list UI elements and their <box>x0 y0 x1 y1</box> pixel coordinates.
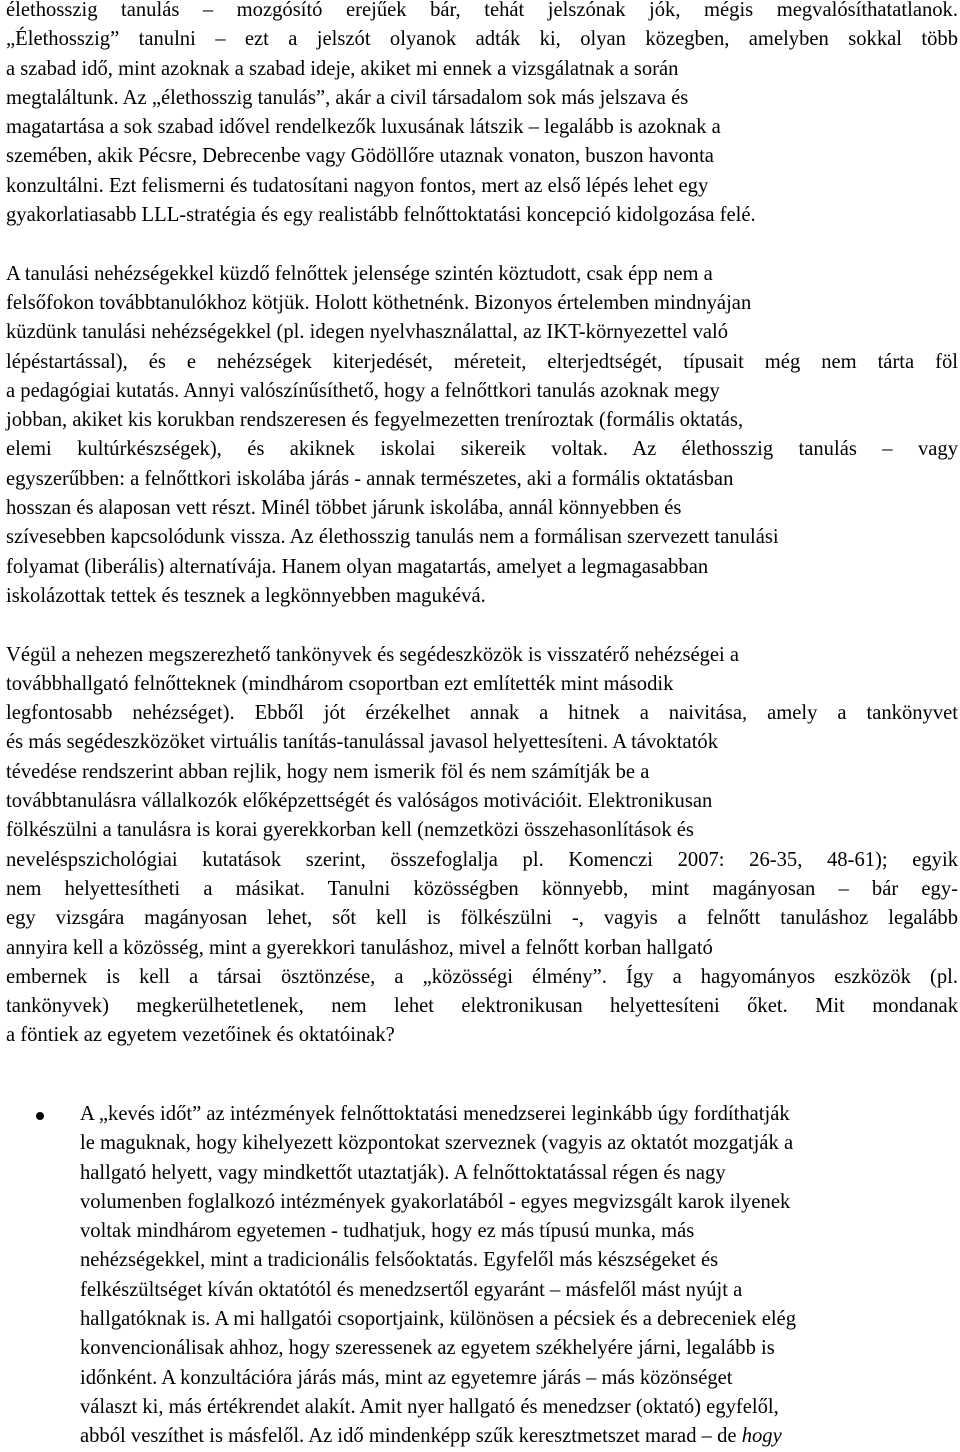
bullet-list-item <box>6 1100 958 1452</box>
text-line: konzultálni. Ezt felismerni és tudatosítani nagyon fontos, mert az első lépés lehet egy <box>6 174 709 197</box>
paragraph-gap <box>6 611 958 640</box>
list-spacing <box>6 1080 958 1100</box>
bullet-icon <box>36 1112 44 1120</box>
text-line: a pedagógiai kutatás. Annyi valószínűsíthető, hogy a felnőttkori tanulás azoknak megy <box>6 379 720 402</box>
text-line: szívesebben kapcsolódunk vissza. Az élethosszig tanulás nem a formálisan szervezett tanulási <box>6 526 779 549</box>
text-line: hallgatóknak is. A mi hallgatói csoportjaink, különösen a pécsiek és a debreceniek elég <box>80 1308 796 1331</box>
text-line: jobban, akiket kis korukban rendszeresen és fegyelmezetten treníroztak (formális oktatás, <box>6 409 744 432</box>
text-line: egyszerűbben: a felnőttkori iskolába járás - annak természetes, aki a formális oktatásban <box>6 467 734 490</box>
text-line: neveléspszichológiai kutatások szerint, összefoglalja pl. Komenczi 2007: 26-35, 48-61); egyik <box>6 848 958 871</box>
text-line: nehézségekkel, mint a tradicionális felsőoktatás. Egyfelől más készségeket és <box>80 1249 719 1272</box>
text-line: hosszan és alaposan vett részt. Minél többet járunk iskolába, annál könnyebben és <box>6 497 682 520</box>
text-line: egy vizsgára magányosan lehet, sőt kell is fölkészülni -, vagyis a felnőtt tanuláshoz legalább <box>6 907 958 930</box>
text-line: „Élethosszig” tanulni – ezt a jelszót olyanok adták ki, olyan közegben, amelyben sokkal több <box>6 28 958 51</box>
text-line: a szabad idő, mint azoknak a szabad ideje, akiket mi ennek a vizsgálatnak a során <box>6 57 679 80</box>
text-line: fölkészülni a tanulásra is korai gyerekkorban kell (nemzetközi összehasonlítások és <box>6 819 694 842</box>
paragraph-lifelong-learning <box>6 0 958 230</box>
text-line: továbbtanulásra vállalkozók előképzettségét és valóságos motivációit. Elektronikusan <box>6 790 713 813</box>
text-line: le maguknak, hogy kihelyezett központokat szerveznek (vagyis az oktatót mozgatják a <box>80 1132 794 1155</box>
text-line: embernek is kell a társai ösztönzése, a „közösségi élmény”. Így a hagyományos eszközök (pl. <box>6 965 958 988</box>
text-line: A „kevés időt” az intézmények felnőttoktatási menedzserei leginkább úgy fordíthatják <box>80 1102 790 1125</box>
text-line: legfontosabb nehézséget). Ebből jót érzékelhet annak a hitnek a naivitása, amely a tankönyvet <box>6 702 958 725</box>
text-line: magatartása a sok szabad idővel rendelkezők luxusának látszik – legalább is azoknak a <box>6 116 721 139</box>
text-line: folyamat (liberális) alternatívája. Hanem olyan magatartás, amelyet a legmagasabban <box>6 555 709 578</box>
last-line-italic: hogy <box>741 1425 782 1448</box>
text-line: felkészültséget kíván oktatótól és menedzsertől egyaránt – másfelől mást nyújt a <box>80 1278 743 1301</box>
text-line: iskolázottak tettek és tesznek a legkönnyebben magukévá. <box>6 584 486 607</box>
text-line: A tanulási nehézségekkel küzdő felnőttek jelensége szintén köztudott, csak épp nem a <box>6 262 713 285</box>
text-line: gyakorlatiasabb LLL-stratégia és egy realistább felnőttoktatási koncepció kidolgozása felé. <box>6 204 756 227</box>
text-line: választ ki, más értékrendet alakít. Amit nyer hallgató és menedzser (oktató) egyfelől, <box>80 1395 779 1418</box>
text-line: voltak mindhárom egyetemen - tudhatjuk, hogy ez más típusú munka, más <box>80 1220 695 1243</box>
text-line: nem helyettesítheti a másikat. Tanulni közösségben könnyebb, mint magányosan – bár egy- <box>6 877 958 900</box>
last-line-text: abból veszíthet is másfelől. Az idő mindenképp szűk keresztmetszet marad – de <box>80 1425 737 1448</box>
text-line: szemében, akik Pécsre, Debrecenbe vagy Gödöllőre utaznak vonaton, buszon havonta <box>6 145 714 168</box>
text-line: lépéstartással), és e nehézségek kiterjedését, méreteit, elterjedtségét, típusait még nem tárta föl <box>6 350 958 373</box>
text-line: a föntiek az egyetem vezetőinek és oktatóinak? <box>6 1024 395 1047</box>
text-line: tévedése rendszerint abban rejlik, hogy nem ismerik föl és nem számítják be a <box>6 760 650 783</box>
paragraph-gap <box>6 230 958 259</box>
text-line: felsőfokon továbbtanulókhoz kötjük. Holott köthetnénk. Bizonyos értelemben mindnyájan <box>6 291 752 314</box>
text-line <box>80 1422 958 1451</box>
text-line: tankönyvek) megkerülhetetlenek, nem lehet elektronikusan helyettesíteni őket. Mit mondanak <box>6 995 958 1018</box>
text-line: hallgató helyett, vagy mindkettőt utaztatják). A felnőttoktatással régen és nagy <box>80 1161 726 1184</box>
text-line: élethosszig tanulás – mozgósító erejűek bár, tehát jelszónak jók, mégis megvalósíthatatlanok. <box>6 0 958 21</box>
text-line: időnként. A konzultációra járás más, mint az egyetemre járás – más közönséget <box>80 1366 733 1389</box>
paragraph-learning-difficulties <box>6 260 958 612</box>
text-line: konvencionálisak ahhoz, hogy szeressenek az egyetem székhelyére járni, legalább is <box>80 1337 775 1360</box>
paragraph-gap <box>6 1051 958 1080</box>
text-line: és más segédeszközöket virtuális tanítás-tanulással javasol helyettesíteni. A távoktatók <box>6 731 719 754</box>
document-page <box>6 0 958 1452</box>
paragraph-textbooks <box>6 641 958 1051</box>
text-line: volumenben foglalkozó intézmények gyakorlatából - egyes megvizsgált karok ilyenek <box>80 1190 791 1213</box>
text-line: továbbhallgató felnőtteknek (mindhárom csoportban ezt említették mint második <box>6 672 674 695</box>
text-line: Végül a nehezen megszerezhető tankönyvek és segédeszközök is visszatérő nehézségei a <box>6 643 740 666</box>
text-line: megtaláltunk. Az „élethosszig tanulás”, akár a civil társadalom sok más jelszava és <box>6 86 689 109</box>
text-line: annyira kell a közösség, mint a gyerekkori tanuláshoz, mivel a felnőtt korban hallgató <box>6 936 713 959</box>
text-line: elemi kultúrkészségek), és akiknek iskolai sikereik voltak. Az élethosszig tanulás – vagy <box>6 438 958 461</box>
text-line: küzdünk tanulási nehézségekkel (pl. idegen nyelvhasználattal, az IKT-környezettel való <box>6 321 729 344</box>
